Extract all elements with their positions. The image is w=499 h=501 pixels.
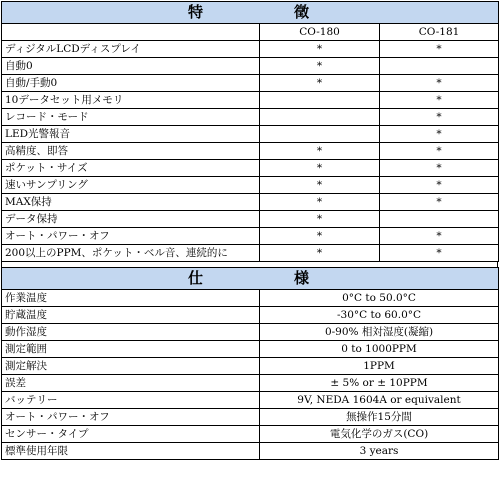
feature-row [2,126,499,143]
feature-row [2,75,499,92]
feature-mark-co-180: * [260,58,380,75]
spec-label: 誤差 [2,375,260,392]
feature-label: 自動0 [2,58,260,75]
features-table [1,1,499,262]
spec-value: ± 5% or ± 10PPM [260,375,499,392]
feature-mark-co-181: * [380,75,499,92]
features-header-row [2,24,499,41]
spec-value: 0°C to 50.0°C [260,290,499,307]
feature-label: 200以上のPPM、ポケット・ベル音、連続的に [2,245,260,262]
spec-value: 電気化学のガス(CO) [260,426,499,443]
feature-mark-co-181: * [380,126,499,143]
feature-mark-co-180: * [260,211,380,228]
feature-mark-co-180: * [260,160,380,177]
feature-row [2,143,499,160]
feature-row [2,194,499,211]
feature-mark-co-180: * [260,194,380,211]
feature-row [2,211,499,228]
spec-label: センサー・タイプ [2,426,260,443]
feature-mark-co-181: * [380,228,499,245]
feature-row [2,228,499,245]
feature-mark-co-180 [260,126,380,143]
spec-row [2,341,499,358]
spec-label: オート・パワー・オフ [2,409,260,426]
specs-title: 仕 様 [2,268,499,290]
feature-mark-co-181: * [380,41,499,58]
spec-value: -30°C to 60.0°C [260,307,499,324]
spec-row [2,392,499,409]
spec-row [2,443,499,460]
feature-mark-co-181: * [380,143,499,160]
feature-label: LED光警報音 [2,126,260,143]
feature-label: データ保持 [2,211,260,228]
feature-label: ポケット・サイズ [2,160,260,177]
features-title: 特 徵 [2,2,499,24]
spec-label: バッテリー [2,392,260,409]
spec-value: 3 years [260,443,499,460]
feature-mark-co-180: * [260,41,380,58]
feature-mark-co-181 [380,58,499,75]
feature-mark-co-181: * [380,109,499,126]
specs-banner [2,268,499,290]
feature-label: 高精度、即答 [2,143,260,160]
spec-value: 無操作15分間 [260,409,499,426]
feature-label: レコード・モード [2,109,260,126]
feature-row [2,177,499,194]
feature-mark-co-180: * [260,75,380,92]
spec-row [2,324,499,341]
feature-row [2,58,499,75]
spec-value: 0 to 1000PPM [260,341,499,358]
feature-row [2,245,499,262]
features-banner [2,2,499,24]
column-header-co-181: CO-181 [380,24,499,41]
spec-row [2,290,499,307]
feature-mark-co-181: * [380,245,499,262]
spec-label: 作業温度 [2,290,260,307]
features-header-blank [2,24,260,41]
feature-mark-co-180: * [260,143,380,160]
spec-value: 1PPM [260,358,499,375]
spec-row [2,307,499,324]
spec-label: 測定解決 [2,358,260,375]
spec-row [2,375,499,392]
feature-row [2,160,499,177]
spec-row [2,426,499,443]
feature-label: 自動/手動0 [2,75,260,92]
feature-row [2,109,499,126]
feature-label: MAX保持 [2,194,260,211]
feature-mark-co-181: * [380,160,499,177]
feature-mark-co-180 [260,92,380,109]
feature-mark-co-181: * [380,92,499,109]
spec-label: 標準使用年限 [2,443,260,460]
feature-label: 10データセット用メモリ [2,92,260,109]
spec-label: 貯蔵温度 [2,307,260,324]
feature-mark-co-180: * [260,177,380,194]
column-header-co-180: CO-180 [260,24,380,41]
spec-row [2,409,499,426]
spec-value: 9V, NEDA 1604A or equivalent [260,392,499,409]
spec-label: 動作湿度 [2,324,260,341]
feature-mark-co-181: * [380,177,499,194]
feature-mark-co-181: * [380,194,499,211]
feature-label: 速いサンプリング [2,177,260,194]
spec-value: 0-90% 相対湿度(凝縮) [260,324,499,341]
feature-mark-co-181 [380,211,499,228]
feature-label: オート・パワー・オフ [2,228,260,245]
spec-sheet [1,1,498,499]
feature-row [2,92,499,109]
feature-label: ディジタルLCDディスプレイ [2,41,260,58]
feature-mark-co-180: * [260,245,380,262]
spec-label: 測定範囲 [2,341,260,358]
feature-row [2,41,499,58]
feature-mark-co-180 [260,109,380,126]
specs-table [1,267,499,460]
spec-row [2,358,499,375]
feature-mark-co-180: * [260,228,380,245]
